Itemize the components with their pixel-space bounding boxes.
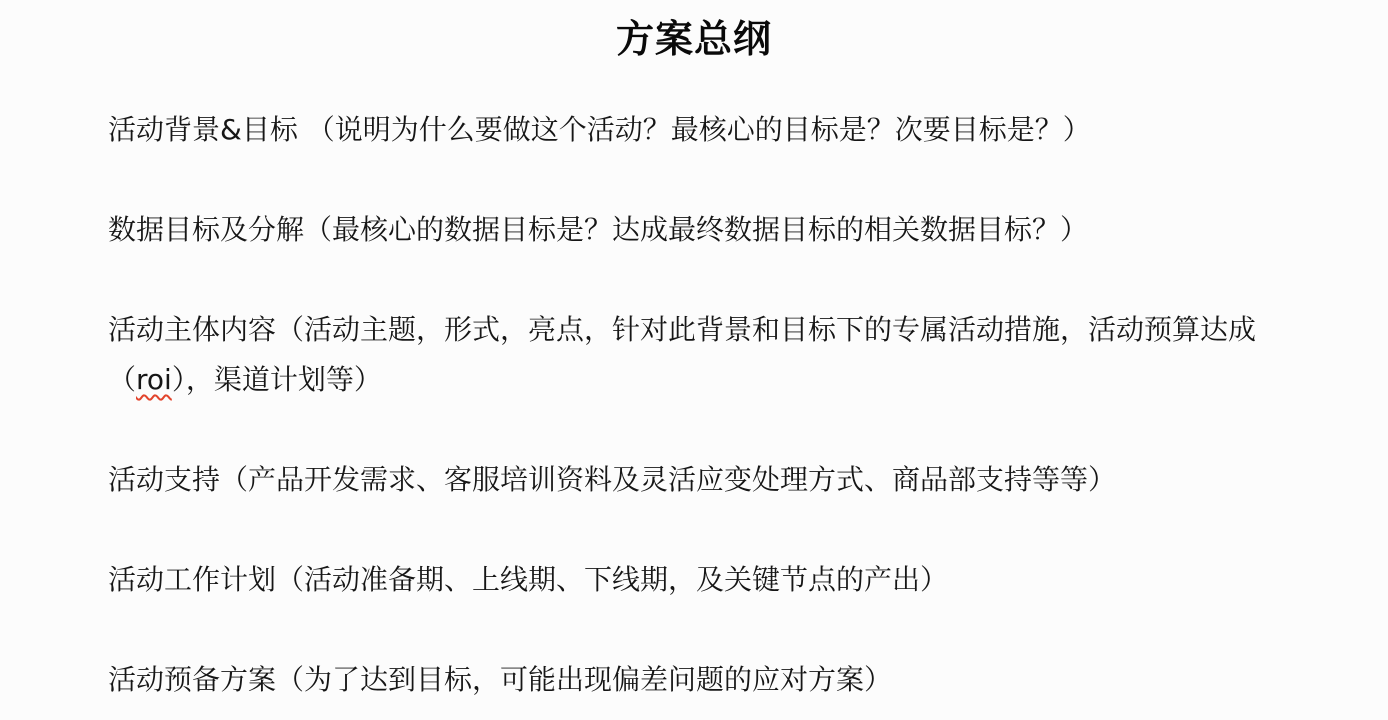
bullet-icon: [70, 655, 108, 676]
bullet-text: 活动背景&目标 （说明为什么要做这个活动？最核心的目标是？次要目标是？）: [108, 113, 1091, 146]
bullet-item-main-content: [70, 305, 1388, 405]
bullet-icon: [70, 205, 108, 226]
bullet-text-segment: 活动主体内容（活动主题，形式，亮点，针对此背景和目标下的专属活动措施，活动预算达成（: [108, 313, 1257, 396]
bullet-text: 数据目标及分解（最核心的数据目标是？达成最终数据目标的相关数据目标？）: [108, 213, 1089, 246]
bullet-item-data-goals: [70, 205, 1388, 255]
bullet-text: 活动支持（产品开发需求、客服培训资料及灵活应变处理方式、商品部支持等等）: [108, 463, 1117, 496]
bullet-text: 活动工作计划（活动准备期、上线期、下线期，及关键节点的产出）: [108, 563, 949, 596]
bullet-text: 活动预备方案（为了达到目标，可能出现偏差问题的应对方案）: [108, 663, 893, 696]
bullet-icon: [70, 105, 108, 126]
bullet-icon: [70, 305, 108, 326]
bullet-item-background-goals: [70, 105, 1388, 155]
bullet-text: [108, 305, 1270, 405]
bullet-icon: [70, 455, 108, 476]
bullet-item-backup-plan: [70, 655, 1388, 705]
page-title: 方案总纲: [615, 17, 772, 61]
bullet-text-segment: ），渠道计划等）: [171, 363, 382, 396]
misspelled-word: roi: [136, 363, 172, 396]
bullet-item-work-plan: [70, 555, 1388, 605]
bullet-item-support: [70, 455, 1388, 505]
bullet-icon: [70, 555, 108, 576]
bullet-list: [0, 105, 1388, 705]
